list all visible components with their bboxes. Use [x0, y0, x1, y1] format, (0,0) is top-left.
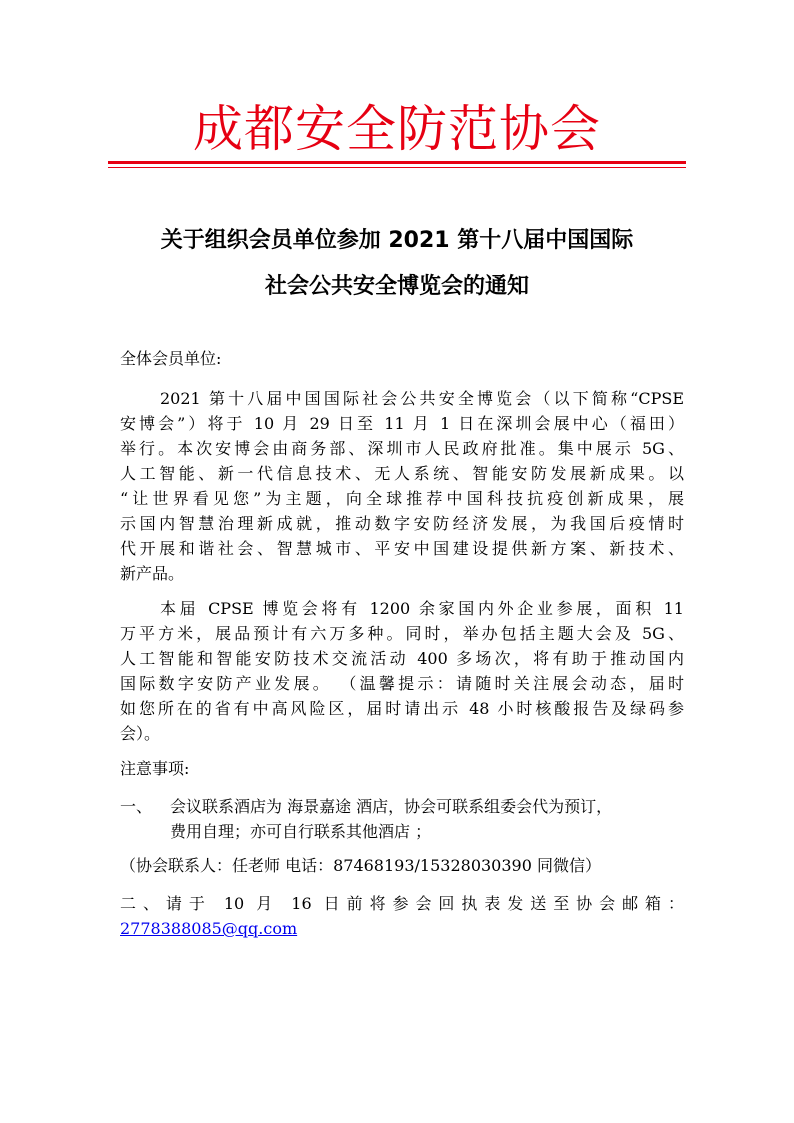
notes-heading: 注意事项:	[120, 759, 190, 778]
email-link[interactable]: 2778388085@qq.com	[120, 919, 298, 938]
paragraph-line: 示国内智慧治理新成就，推动数字安防经济发展，为我国后疫情时	[120, 514, 684, 533]
paragraph-line: 新产品。	[120, 564, 185, 583]
paragraph-line: 会）。	[120, 724, 161, 743]
note-1-line-2: 费用自理；亦可自行联系其他酒店 ；	[170, 822, 432, 841]
note-2-text: 二、请于 10 月 16 日前将参会回执表发送至协会邮箱：	[120, 894, 684, 913]
paragraph-line: 本届 CPSE 博览会将有 1200 余家国内外企业参展，面积 11	[160, 599, 684, 618]
note-1-number: 一、	[120, 797, 153, 816]
header-rule-thick	[108, 161, 686, 164]
paragraph-line: 人工智能、新一代信息技术、无人系统、智能安防发展新成果。以	[120, 464, 684, 483]
notice-title-line-1: 关于组织会员单位参加 2021 第十八届中国国际	[160, 228, 634, 253]
notice-title-line-2: 社会公共安全博览会的通知	[264, 274, 529, 299]
paragraph-line: 代开展和谐社会、智慧城市、平安中国建设提供新方案、新技术、	[120, 539, 684, 558]
paragraph-line: 人工智能和智能安防技术交流活动 400 多场次，将有助于推动国内	[120, 649, 684, 668]
organization-name: 成都安全防范协会	[193, 100, 601, 158]
paragraph-line: 国际数字安防产业发展。 （温馨提示：请随时关注展会动态，届时	[120, 674, 684, 693]
paragraph-expo-intro	[120, 386, 684, 586]
paragraph-line: “让世界看见您”为主题，向全球推荐中国科技抗疫创新成果，展	[120, 489, 684, 508]
paragraph-line: 举行。本次安博会由商务部、深圳市人民政府批准。集中展示 5G、	[120, 439, 684, 458]
contact-info: （协会联系人：任老师 电话：87468193/15328030390 同微信）	[120, 856, 601, 875]
paragraph-line: 2021 第十八届中国国际社会公共安全博览会（以下简称“CPSE	[160, 389, 684, 408]
salutation: 全体会员单位:	[120, 349, 222, 368]
header-rule-thin	[108, 167, 686, 168]
note-1-line-1: 会议联系酒店为 海景嘉途 酒店，协会可联系组委会代为预订，	[170, 797, 613, 816]
paragraph-line: 安博会”）将于 10 月 29 日至 11 月 1 日在深圳会展中心（福田）	[120, 414, 684, 433]
paragraph-line: 万平方米，展品预计有六万多种。同时，举办包括主题大会及 5G、	[120, 624, 684, 643]
note-2	[120, 891, 684, 916]
paragraph-line: 如您所在的省有中高风险区，届时请出示 48 小时核酸报告及绿码参	[120, 699, 684, 718]
paragraph-expo-scale	[120, 596, 684, 746]
